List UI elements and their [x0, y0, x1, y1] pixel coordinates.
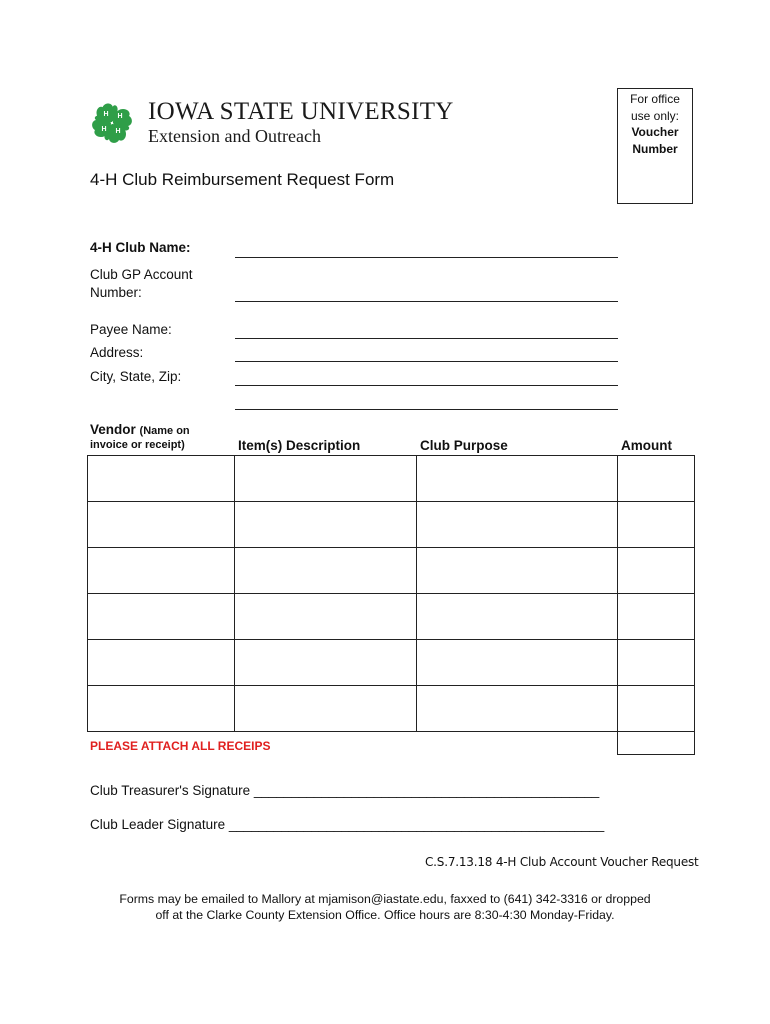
number-label: Number: [632, 141, 678, 156]
gp-account-field[interactable]: [235, 301, 618, 302]
items-description-header: Item(s) Description: [238, 438, 361, 453]
address-label: Address:: [90, 345, 144, 360]
table-col-divider: [234, 455, 235, 732]
payee-name-label: Payee Name:: [90, 322, 172, 337]
office-use-label-2: use only:: [630, 108, 680, 123]
amount-header: Amount: [621, 438, 672, 453]
table-row-divider: [87, 685, 695, 686]
svg-text:H: H: [117, 113, 123, 120]
footer-line-2: off at the Clarke County Extension Office. Office hours are 8:30-4:30 Monday-Friday.: [155, 908, 615, 922]
table-row-divider: [87, 731, 695, 732]
table-border: [87, 455, 88, 732]
leader-signature-line[interactable]: Club Leader Signature __________________________________________________: [90, 817, 605, 832]
svg-text:H: H: [103, 111, 109, 118]
attach-receipts-note: PLEASE ATTACH ALL RECEIPS: [90, 739, 271, 753]
form-code: C.S.7.13.18 4-H Club Account Voucher Request: [425, 855, 699, 869]
table-row-divider: [87, 501, 695, 502]
payee-name-field[interactable]: [235, 338, 618, 339]
logo-university-name: IOWA STATE UNIVERSITY: [148, 98, 454, 125]
club-name-field[interactable]: [235, 257, 618, 258]
table-col-divider: [416, 455, 417, 732]
office-use-box: [617, 88, 693, 204]
address-field[interactable]: [235, 361, 618, 362]
club-purpose-header: Club Purpose: [420, 438, 508, 453]
clover-logo-icon: [90, 101, 134, 145]
voucher-label: Voucher: [631, 125, 679, 139]
vendor-header-sub-1: (Name on: [139, 425, 190, 437]
footer-instructions: [90, 891, 680, 923]
address-extra-field[interactable]: [235, 409, 618, 410]
city-state-zip-field[interactable]: [235, 385, 618, 386]
vendor-header-sub-2: invoice or receipt): [90, 439, 185, 451]
city-state-zip-label: City, State, Zip:: [90, 369, 182, 384]
table-col-divider: [617, 455, 618, 755]
club-name-label: 4-H Club Name:: [90, 240, 191, 255]
form-title: 4-H Club Reimbursement Request Form: [90, 170, 395, 189]
gp-account-label-1: Club GP Account: [90, 267, 193, 282]
table-row-divider: [87, 547, 695, 548]
logo-unit-name: Extension and Outreach: [148, 126, 321, 146]
table-border: [694, 455, 695, 755]
vendor-header: [90, 422, 190, 437]
svg-text:H: H: [101, 126, 107, 133]
svg-text:H: H: [115, 128, 121, 135]
treasurer-signature-line[interactable]: Club Treasurer's Signature ______________________________________________: [90, 783, 600, 798]
total-cell-border: [617, 754, 695, 755]
gp-account-label-2: Number:: [90, 285, 142, 300]
table-row-divider: [87, 593, 695, 594]
reimbursement-table: [87, 455, 695, 755]
office-use-label-1: For office: [630, 92, 680, 106]
table-border: [87, 455, 695, 456]
table-row-divider: [87, 639, 695, 640]
vendor-header-label: Vendor: [90, 422, 136, 437]
footer-line-1: Forms may be emailed to Mallory at mjamison@iastate.edu, faxxed to (641) 342-3316 or dropped: [119, 892, 651, 906]
